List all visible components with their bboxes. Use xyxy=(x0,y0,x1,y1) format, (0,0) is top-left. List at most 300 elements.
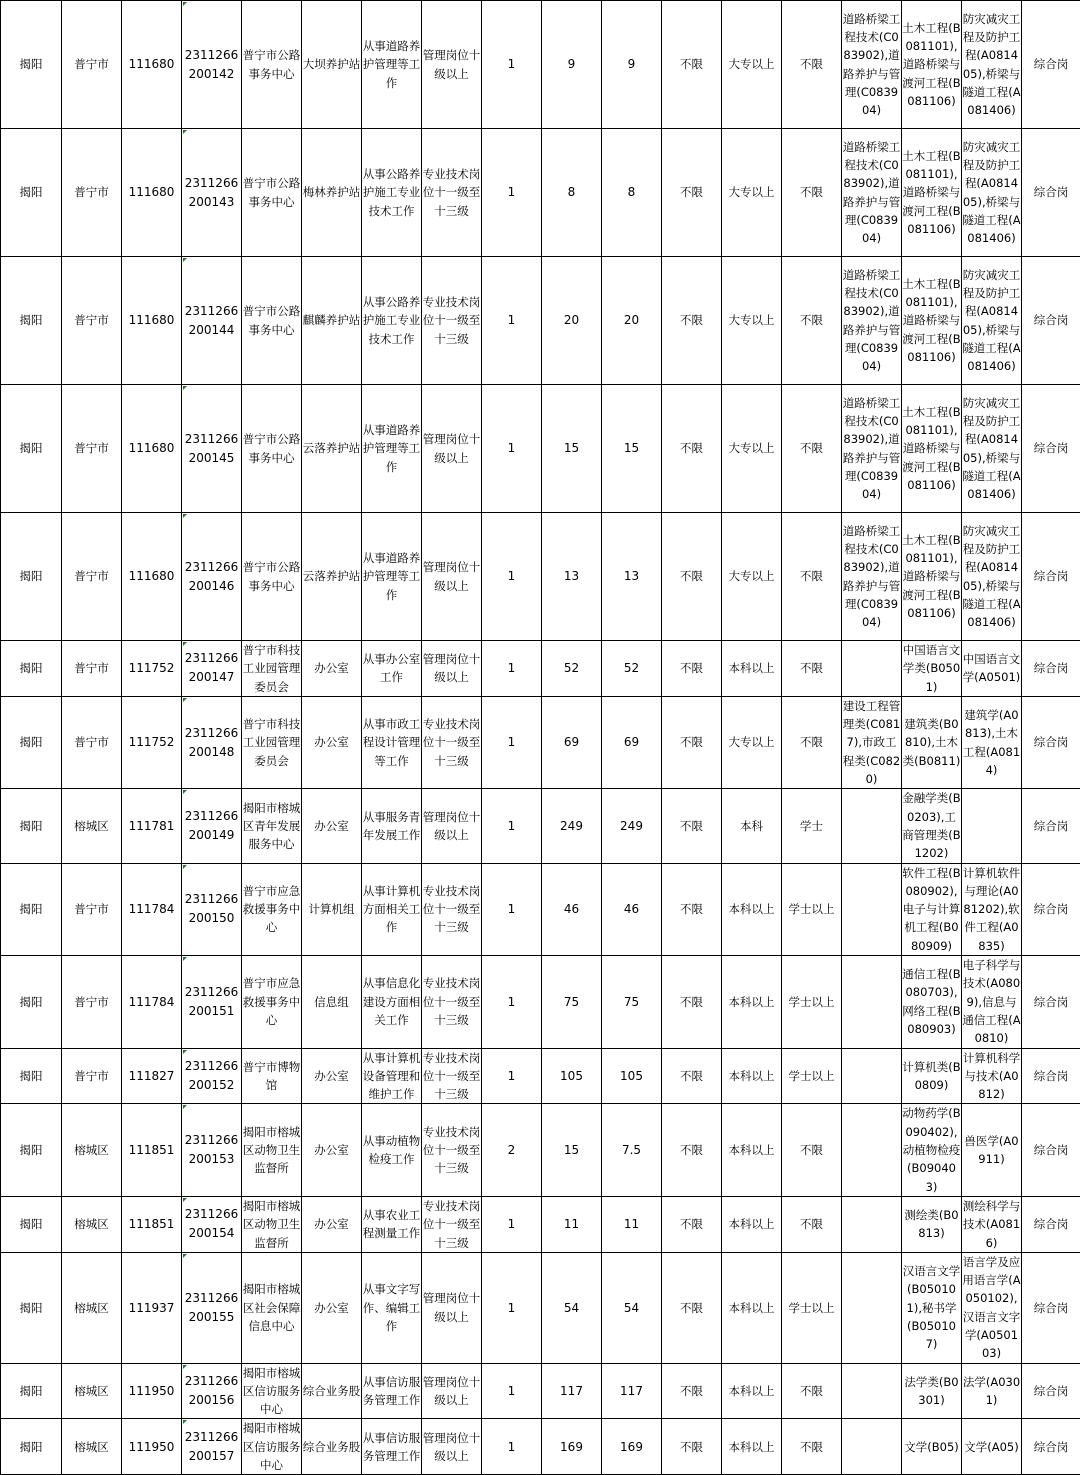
age-requirement-cell: 不限 xyxy=(662,1196,722,1252)
duty-cell: 从事计算机方面相关工作 xyxy=(362,863,422,955)
unit-code-cell: 111680 xyxy=(122,513,182,641)
competition-ratio-cell: 249 xyxy=(602,789,662,863)
education-cell: 本科以上 xyxy=(722,1104,782,1196)
applicant-count-cell: 20 xyxy=(542,257,602,385)
competition-ratio-cell: 7.5 xyxy=(602,1104,662,1196)
post-level-cell: 管理岗位十级以上 xyxy=(422,1,482,129)
unit-name-cell: 普宁市公路事务中心 xyxy=(242,513,302,641)
unit-code-cell: 111784 xyxy=(122,863,182,955)
post-code-cell: 2311266200155 xyxy=(182,1252,242,1363)
major-bachelor-cell: 土木工程(B081101),道路桥梁与渡河工程(B081106) xyxy=(902,257,962,385)
education-cell: 本科以上 xyxy=(722,1196,782,1252)
department-cell: 办公室 xyxy=(302,1252,362,1363)
table-row xyxy=(1,513,1080,641)
department-cell: 大坝养护站 xyxy=(302,1,362,129)
post-level-cell: 管理岗位十级以上 xyxy=(422,513,482,641)
post-code-cell: 2311266200151 xyxy=(182,956,242,1048)
department-cell: 办公室 xyxy=(302,1048,362,1104)
hire-count-cell: 1 xyxy=(482,1,542,129)
hire-count-cell: 1 xyxy=(482,513,542,641)
duty-cell: 从事计算机设备管理和维护工作 xyxy=(362,1048,422,1104)
post-level-cell: 专业技术岗位十一级至十三级 xyxy=(422,1104,482,1196)
unit-name-cell: 普宁市应急救援事务中心 xyxy=(242,956,302,1048)
city-cell: 揭阳 xyxy=(1,1252,62,1363)
district-cell: 普宁市 xyxy=(62,385,122,513)
hire-count-cell: 2 xyxy=(482,1104,542,1196)
post-level-cell: 管理岗位十级以上 xyxy=(422,1363,482,1419)
post-code-cell: 2311266200152 xyxy=(182,1048,242,1104)
applicant-count-cell: 8 xyxy=(542,129,602,257)
hire-count-cell: 1 xyxy=(482,789,542,863)
age-requirement-cell: 不限 xyxy=(662,129,722,257)
major-college-cell: 建设工程管理类(C0817),市政工程类(C0820) xyxy=(842,696,902,788)
hire-count-cell: 1 xyxy=(482,257,542,385)
table-row xyxy=(1,1,1080,129)
major-college-cell xyxy=(842,641,902,697)
major-graduate-cell: 测绘科学与技术(A0816) xyxy=(962,1196,1022,1252)
duty-cell: 从事动植物检疫工作 xyxy=(362,1104,422,1196)
major-graduate-cell: 建筑学(A0813),土木工程(A0814) xyxy=(962,696,1022,788)
applicant-count-cell: 54 xyxy=(542,1252,602,1363)
degree-cell: 不限 xyxy=(782,696,842,788)
duty-cell: 从事道路养护管理等工作 xyxy=(362,1,422,129)
competition-ratio-cell: 13 xyxy=(602,513,662,641)
applicant-count-cell: 169 xyxy=(542,1419,602,1475)
duty-cell: 从事文字写作、编辑工作 xyxy=(362,1252,422,1363)
hire-count-cell: 1 xyxy=(482,641,542,697)
degree-cell: 学士以上 xyxy=(782,1252,842,1363)
unit-code-cell: 111937 xyxy=(122,1252,182,1363)
post-type-cell: 综合岗 xyxy=(1022,789,1080,863)
major-college-cell xyxy=(842,1252,902,1363)
unit-name-cell: 普宁市科技工业园管理委员会 xyxy=(242,641,302,697)
unit-code-cell: 111851 xyxy=(122,1104,182,1196)
duty-cell: 从事道路养护管理等工作 xyxy=(362,513,422,641)
unit-name-cell: 揭阳市榕城区青年发展服务中心 xyxy=(242,789,302,863)
education-cell: 大专以上 xyxy=(722,513,782,641)
city-cell: 揭阳 xyxy=(1,956,62,1048)
unit-code-cell: 111784 xyxy=(122,956,182,1048)
post-type-cell: 综合岗 xyxy=(1022,385,1080,513)
department-cell: 麒麟养护站 xyxy=(302,257,362,385)
major-graduate-cell: 防灾减灾工程及防护工程(A081405),桥梁与隧道工程(A081406) xyxy=(962,129,1022,257)
duty-cell: 从事市政工程设计管理等工作 xyxy=(362,696,422,788)
major-graduate-cell: 防灾减灾工程及防护工程(A081405),桥梁与隧道工程(A081406) xyxy=(962,513,1022,641)
hire-count-cell: 1 xyxy=(482,1252,542,1363)
degree-cell: 不限 xyxy=(782,385,842,513)
duty-cell: 从事农业工程测量工作 xyxy=(362,1196,422,1252)
unit-code-cell: 111752 xyxy=(122,641,182,697)
major-college-cell xyxy=(842,1419,902,1475)
major-college-cell xyxy=(842,1363,902,1419)
department-cell: 信息组 xyxy=(302,956,362,1048)
table-body xyxy=(1,1,1080,1475)
unit-name-cell: 揭阳市榕城区信访服务中心 xyxy=(242,1419,302,1475)
duty-cell: 从事信息化建设方面相关工作 xyxy=(362,956,422,1048)
city-cell: 揭阳 xyxy=(1,1196,62,1252)
unit-code-cell: 111781 xyxy=(122,789,182,863)
major-bachelor-cell: 通信工程(B080703),网络工程(B080903) xyxy=(902,956,962,1048)
duty-cell: 从事信访服务管理工作 xyxy=(362,1419,422,1475)
post-type-cell: 综合岗 xyxy=(1022,513,1080,641)
post-type-cell: 综合岗 xyxy=(1022,863,1080,955)
education-cell: 本科以上 xyxy=(722,1419,782,1475)
city-cell: 揭阳 xyxy=(1,1048,62,1104)
post-level-cell: 专业技术岗位十一级至十三级 xyxy=(422,257,482,385)
degree-cell: 不限 xyxy=(782,129,842,257)
unit-name-cell: 普宁市公路事务中心 xyxy=(242,257,302,385)
post-type-cell: 综合岗 xyxy=(1022,956,1080,1048)
major-college-cell xyxy=(842,1048,902,1104)
department-cell: 计算机组 xyxy=(302,863,362,955)
age-requirement-cell: 不限 xyxy=(662,385,722,513)
city-cell: 揭阳 xyxy=(1,513,62,641)
unit-code-cell: 111680 xyxy=(122,257,182,385)
duty-cell: 从事办公室工作 xyxy=(362,641,422,697)
major-college-cell: 道路桥梁工程技术(C083902),道路养护与管理(C083904) xyxy=(842,385,902,513)
competition-ratio-cell: 69 xyxy=(602,696,662,788)
duty-cell: 从事道路养护管理等工作 xyxy=(362,385,422,513)
education-cell: 大专以上 xyxy=(722,385,782,513)
department-cell: 云落养护站 xyxy=(302,513,362,641)
major-bachelor-cell: 建筑类(B0810),土木类(B0811) xyxy=(902,696,962,788)
major-graduate-cell: 计算机科学与技术(A0812) xyxy=(962,1048,1022,1104)
applicant-count-cell: 75 xyxy=(542,956,602,1048)
post-type-cell: 综合岗 xyxy=(1022,696,1080,788)
degree-cell: 不限 xyxy=(782,1,842,129)
unit-code-cell: 111752 xyxy=(122,696,182,788)
degree-cell: 不限 xyxy=(782,1104,842,1196)
city-cell: 揭阳 xyxy=(1,789,62,863)
post-code-cell: 2311266200148 xyxy=(182,696,242,788)
post-level-cell: 专业技术岗位十一级至十三级 xyxy=(422,696,482,788)
major-bachelor-cell: 软件工程(B080902),电子与计算机工程(B080909) xyxy=(902,863,962,955)
district-cell: 榕城区 xyxy=(62,1252,122,1363)
duty-cell: 从事公路养护施工专业技术工作 xyxy=(362,257,422,385)
city-cell: 揭阳 xyxy=(1,696,62,788)
city-cell: 揭阳 xyxy=(1,863,62,955)
hire-count-cell: 1 xyxy=(482,1196,542,1252)
age-requirement-cell: 不限 xyxy=(662,1252,722,1363)
table-row xyxy=(1,1419,1080,1475)
unit-code-cell: 111950 xyxy=(122,1419,182,1475)
education-cell: 本科以上 xyxy=(722,641,782,697)
post-type-cell: 综合岗 xyxy=(1022,1048,1080,1104)
table-row xyxy=(1,641,1080,697)
hire-count-cell: 1 xyxy=(482,129,542,257)
major-bachelor-cell: 金融学类(B0203),工商管理类(B1202) xyxy=(902,789,962,863)
competition-ratio-cell: 9 xyxy=(602,1,662,129)
district-cell: 普宁市 xyxy=(62,641,122,697)
major-college-cell xyxy=(842,789,902,863)
duty-cell: 从事信访服务管理工作 xyxy=(362,1363,422,1419)
age-requirement-cell: 不限 xyxy=(662,696,722,788)
age-requirement-cell: 不限 xyxy=(662,1363,722,1419)
post-type-cell: 综合岗 xyxy=(1022,1,1080,129)
post-level-cell: 管理岗位十级以上 xyxy=(422,1252,482,1363)
degree-cell: 不限 xyxy=(782,1196,842,1252)
unit-name-cell: 揭阳市榕城区动物卫生监督所 xyxy=(242,1104,302,1196)
major-bachelor-cell: 土木工程(B081101),道路桥梁与渡河工程(B081106) xyxy=(902,129,962,257)
competition-ratio-cell: 105 xyxy=(602,1048,662,1104)
unit-name-cell: 普宁市博物馆 xyxy=(242,1048,302,1104)
district-cell: 普宁市 xyxy=(62,1048,122,1104)
major-bachelor-cell: 汉语言文学(B050101),秘书学(B050107) xyxy=(902,1252,962,1363)
duty-cell: 从事公路养护施工专业技术工作 xyxy=(362,129,422,257)
unit-code-cell: 111827 xyxy=(122,1048,182,1104)
major-graduate-cell: 防灾减灾工程及防护工程(A081405),桥梁与隧道工程(A081406) xyxy=(962,1,1022,129)
major-graduate-cell xyxy=(962,789,1022,863)
district-cell: 普宁市 xyxy=(62,956,122,1048)
age-requirement-cell: 不限 xyxy=(662,1419,722,1475)
post-level-cell: 专业技术岗位十一级至十三级 xyxy=(422,956,482,1048)
unit-name-cell: 普宁市科技工业园管理委员会 xyxy=(242,696,302,788)
district-cell: 普宁市 xyxy=(62,863,122,955)
post-level-cell: 专业技术岗位十一级至十三级 xyxy=(422,863,482,955)
post-level-cell: 管理岗位十级以上 xyxy=(422,641,482,697)
table-row xyxy=(1,129,1080,257)
table-row xyxy=(1,385,1080,513)
age-requirement-cell: 不限 xyxy=(662,863,722,955)
table-row xyxy=(1,1048,1080,1104)
district-cell: 榕城区 xyxy=(62,789,122,863)
applicant-count-cell: 69 xyxy=(542,696,602,788)
competition-ratio-cell: 8 xyxy=(602,129,662,257)
major-bachelor-cell: 文学(B05) xyxy=(902,1419,962,1475)
education-cell: 大专以上 xyxy=(722,129,782,257)
age-requirement-cell: 不限 xyxy=(662,1048,722,1104)
department-cell: 办公室 xyxy=(302,789,362,863)
competition-ratio-cell: 75 xyxy=(602,956,662,1048)
major-college-cell xyxy=(842,956,902,1048)
table-row xyxy=(1,1363,1080,1419)
post-code-cell: 2311266200146 xyxy=(182,513,242,641)
district-cell: 普宁市 xyxy=(62,1,122,129)
post-type-cell: 综合岗 xyxy=(1022,1252,1080,1363)
post-code-cell: 2311266200147 xyxy=(182,641,242,697)
major-college-cell: 道路桥梁工程技术(C083902),道路养护与管理(C083904) xyxy=(842,513,902,641)
unit-code-cell: 111680 xyxy=(122,385,182,513)
major-graduate-cell: 法学(A0301) xyxy=(962,1363,1022,1419)
table-row xyxy=(1,789,1080,863)
applicant-count-cell: 249 xyxy=(542,789,602,863)
major-college-cell xyxy=(842,863,902,955)
education-cell: 大专以上 xyxy=(722,696,782,788)
post-level-cell: 专业技术岗位十一级至十三级 xyxy=(422,1048,482,1104)
unit-name-cell: 普宁市公路事务中心 xyxy=(242,1,302,129)
city-cell: 揭阳 xyxy=(1,129,62,257)
hire-count-cell: 1 xyxy=(482,696,542,788)
post-code-cell: 2311266200154 xyxy=(182,1196,242,1252)
post-code-cell: 2311266200143 xyxy=(182,129,242,257)
duty-cell: 从事服务青年发展工作 xyxy=(362,789,422,863)
department-cell: 办公室 xyxy=(302,1196,362,1252)
major-college-cell: 道路桥梁工程技术(C083902),道路养护与管理(C083904) xyxy=(842,1,902,129)
unit-name-cell: 揭阳市榕城区社会保障信息中心 xyxy=(242,1252,302,1363)
major-bachelor-cell: 土木工程(B081101),道路桥梁与渡河工程(B081106) xyxy=(902,513,962,641)
unit-name-cell: 普宁市应急救援事务中心 xyxy=(242,863,302,955)
education-cell: 大专以上 xyxy=(722,1,782,129)
applicant-count-cell: 11 xyxy=(542,1196,602,1252)
hire-count-cell: 1 xyxy=(482,956,542,1048)
major-college-cell: 道路桥梁工程技术(C083902),道路养护与管理(C083904) xyxy=(842,129,902,257)
post-level-cell: 管理岗位十级以上 xyxy=(422,789,482,863)
post-type-cell: 综合岗 xyxy=(1022,257,1080,385)
education-cell: 本科以上 xyxy=(722,956,782,1048)
hire-count-cell: 1 xyxy=(482,1048,542,1104)
age-requirement-cell: 不限 xyxy=(662,257,722,385)
city-cell: 揭阳 xyxy=(1,1419,62,1475)
department-cell: 办公室 xyxy=(302,1104,362,1196)
education-cell: 本科以上 xyxy=(722,1252,782,1363)
competition-ratio-cell: 117 xyxy=(602,1363,662,1419)
table-row xyxy=(1,257,1080,385)
city-cell: 揭阳 xyxy=(1,1,62,129)
post-type-cell: 综合岗 xyxy=(1022,1196,1080,1252)
city-cell: 揭阳 xyxy=(1,257,62,385)
major-graduate-cell: 文学(A05) xyxy=(962,1419,1022,1475)
major-bachelor-cell: 计算机类(B0809) xyxy=(902,1048,962,1104)
post-type-cell: 综合岗 xyxy=(1022,1419,1080,1475)
post-level-cell: 专业技术岗位十一级至十三级 xyxy=(422,1196,482,1252)
age-requirement-cell: 不限 xyxy=(662,956,722,1048)
unit-name-cell: 揭阳市榕城区信访服务中心 xyxy=(242,1363,302,1419)
department-cell: 综合业务股 xyxy=(302,1363,362,1419)
degree-cell: 不限 xyxy=(782,1419,842,1475)
major-graduate-cell: 兽医学(A0911) xyxy=(962,1104,1022,1196)
major-graduate-cell: 中国语言文学(A0501) xyxy=(962,641,1022,697)
degree-cell: 学士以上 xyxy=(782,863,842,955)
competition-ratio-cell: 20 xyxy=(602,257,662,385)
department-cell: 梅林养护站 xyxy=(302,129,362,257)
district-cell: 普宁市 xyxy=(62,129,122,257)
post-code-cell: 2311266200153 xyxy=(182,1104,242,1196)
education-cell: 本科以上 xyxy=(722,1048,782,1104)
table-row xyxy=(1,956,1080,1048)
applicant-count-cell: 9 xyxy=(542,1,602,129)
competition-ratio-cell: 11 xyxy=(602,1196,662,1252)
district-cell: 榕城区 xyxy=(62,1104,122,1196)
unit-name-cell: 普宁市公路事务中心 xyxy=(242,129,302,257)
department-cell: 综合业务股 xyxy=(302,1419,362,1475)
major-bachelor-cell: 土木工程(B081101),道路桥梁与渡河工程(B081106) xyxy=(902,1,962,129)
major-bachelor-cell: 测绘类(B0813) xyxy=(902,1196,962,1252)
post-level-cell: 管理岗位十级以上 xyxy=(422,385,482,513)
unit-code-cell: 111851 xyxy=(122,1196,182,1252)
competition-ratio-cell: 46 xyxy=(602,863,662,955)
post-level-cell: 管理岗位十级以上 xyxy=(422,1419,482,1475)
major-graduate-cell: 语言学及应用语言学(A050102),汉语言文字学(A050103) xyxy=(962,1252,1022,1363)
age-requirement-cell: 不限 xyxy=(662,641,722,697)
department-cell: 办公室 xyxy=(302,696,362,788)
education-cell: 大专以上 xyxy=(722,257,782,385)
education-cell: 本科 xyxy=(722,789,782,863)
applicant-count-cell: 15 xyxy=(542,1104,602,1196)
hire-count-cell: 1 xyxy=(482,863,542,955)
major-graduate-cell: 计算机软件与理论(A081202),软件工程(A0835) xyxy=(962,863,1022,955)
post-code-cell: 2311266200142 xyxy=(182,1,242,129)
degree-cell: 不限 xyxy=(782,641,842,697)
post-level-cell: 专业技术岗位十一级至十三级 xyxy=(422,129,482,257)
unit-name-cell: 揭阳市榕城区动物卫生监督所 xyxy=(242,1196,302,1252)
major-bachelor-cell: 土木工程(B081101),道路桥梁与渡河工程(B081106) xyxy=(902,385,962,513)
hire-count-cell: 1 xyxy=(482,1419,542,1475)
post-type-cell: 综合岗 xyxy=(1022,1363,1080,1419)
degree-cell: 学士 xyxy=(782,789,842,863)
major-bachelor-cell: 动物药学(B090402),动植物检疫(B090403) xyxy=(902,1104,962,1196)
applicant-count-cell: 117 xyxy=(542,1363,602,1419)
table-row xyxy=(1,696,1080,788)
post-code-cell: 2311266200144 xyxy=(182,257,242,385)
post-code-cell: 2311266200149 xyxy=(182,789,242,863)
age-requirement-cell: 不限 xyxy=(662,1,722,129)
degree-cell: 不限 xyxy=(782,1363,842,1419)
post-code-cell: 2311266200156 xyxy=(182,1363,242,1419)
post-code-cell: 2311266200150 xyxy=(182,863,242,955)
unit-name-cell: 普宁市公路事务中心 xyxy=(242,385,302,513)
degree-cell: 学士以上 xyxy=(782,956,842,1048)
major-bachelor-cell: 中国语言文学类(B0501) xyxy=(902,641,962,697)
major-graduate-cell: 电子科学与技术(A0809),信息与通信工程(A0810) xyxy=(962,956,1022,1048)
competition-ratio-cell: 15 xyxy=(602,385,662,513)
major-college-cell xyxy=(842,1104,902,1196)
city-cell: 揭阳 xyxy=(1,1104,62,1196)
major-college-cell xyxy=(842,1196,902,1252)
unit-code-cell: 111680 xyxy=(122,1,182,129)
degree-cell: 不限 xyxy=(782,257,842,385)
competition-ratio-cell: 169 xyxy=(602,1419,662,1475)
competition-ratio-cell: 54 xyxy=(602,1252,662,1363)
city-cell: 揭阳 xyxy=(1,385,62,513)
applicant-count-cell: 52 xyxy=(542,641,602,697)
unit-code-cell: 111680 xyxy=(122,129,182,257)
major-college-cell: 道路桥梁工程技术(C083902),道路养护与管理(C083904) xyxy=(842,257,902,385)
applicant-count-cell: 13 xyxy=(542,513,602,641)
age-requirement-cell: 不限 xyxy=(662,513,722,641)
education-cell: 本科以上 xyxy=(722,863,782,955)
table-row xyxy=(1,1252,1080,1363)
degree-cell: 学士以上 xyxy=(782,1048,842,1104)
table-row xyxy=(1,1104,1080,1196)
district-cell: 榕城区 xyxy=(62,1419,122,1475)
applicant-count-cell: 105 xyxy=(542,1048,602,1104)
applicant-count-cell: 15 xyxy=(542,385,602,513)
degree-cell: 不限 xyxy=(782,513,842,641)
post-type-cell: 综合岗 xyxy=(1022,1104,1080,1196)
post-code-cell: 2311266200157 xyxy=(182,1419,242,1475)
applicant-count-cell: 46 xyxy=(542,863,602,955)
post-type-cell: 综合岗 xyxy=(1022,641,1080,697)
department-cell: 云落养护站 xyxy=(302,385,362,513)
table-row xyxy=(1,863,1080,955)
district-cell: 普宁市 xyxy=(62,257,122,385)
age-requirement-cell: 不限 xyxy=(662,1104,722,1196)
major-bachelor-cell: 法学类(B0301) xyxy=(902,1363,962,1419)
age-requirement-cell: 不限 xyxy=(662,789,722,863)
education-cell: 本科以上 xyxy=(722,1363,782,1419)
district-cell: 普宁市 xyxy=(62,696,122,788)
major-graduate-cell: 防灾减灾工程及防护工程(A081405),桥梁与隧道工程(A081406) xyxy=(962,257,1022,385)
post-code-cell: 2311266200145 xyxy=(182,385,242,513)
district-cell: 榕城区 xyxy=(62,1363,122,1419)
district-cell: 普宁市 xyxy=(62,513,122,641)
city-cell: 揭阳 xyxy=(1,1363,62,1419)
district-cell: 榕城区 xyxy=(62,1196,122,1252)
post-type-cell: 综合岗 xyxy=(1022,129,1080,257)
unit-code-cell: 111950 xyxy=(122,1363,182,1419)
competition-ratio-cell: 52 xyxy=(602,641,662,697)
table-row xyxy=(1,1196,1080,1252)
